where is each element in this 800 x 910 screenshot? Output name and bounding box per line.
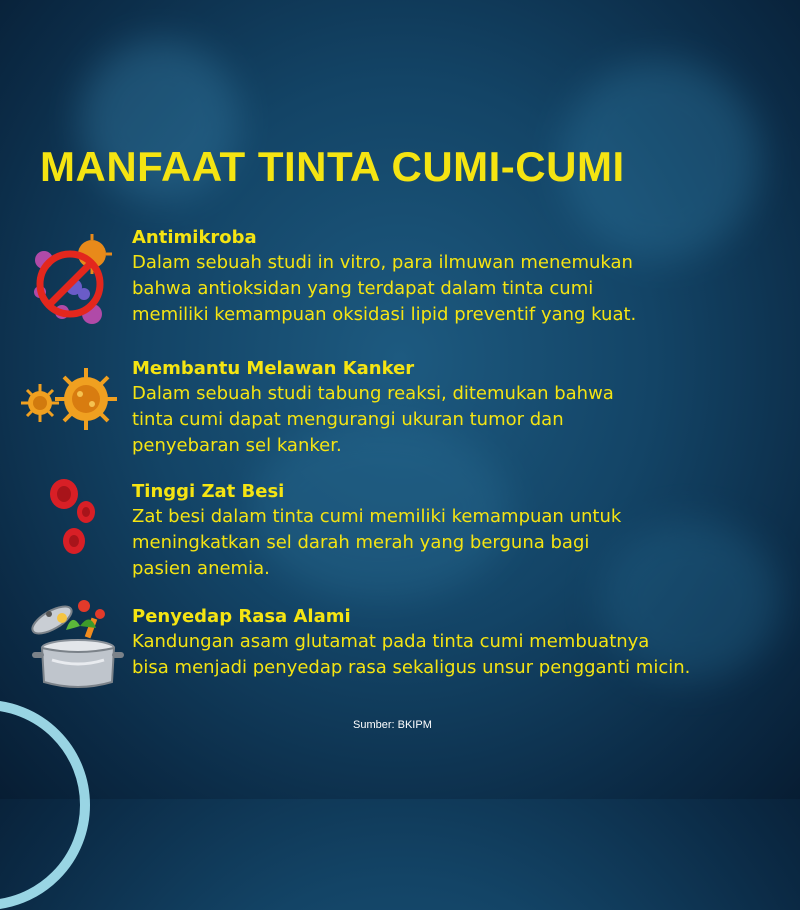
page-title: MANFAAT TINTA CUMI-CUMI [40,143,625,190]
benefit-item-zat-besi [132,480,772,582]
benefit-item-penyedap-rasa [132,605,772,681]
benefit-title: Antimikroba [132,227,257,248]
benefit-title: Tinggi Zat Besi [132,481,285,502]
description-line: memiliki kemampuan oksidasi lipid preventif yang kuat. [132,304,637,325]
benefit-title: Penyedap Rasa Alami [132,606,351,627]
description-line: Kandungan asam glutamat pada tinta cumi membuatnya [132,631,650,652]
description-line: penyebaran sel kanker. [132,435,342,456]
description-line: Zat besi dalam tinta cumi memiliki kemampuan untuk [132,506,622,527]
description-line: meningkatkan sel darah merah yang berguna bagi [132,532,590,553]
description-line: Dalam sebuah studi in vitro, para ilmuwan menemukan [132,252,633,273]
benefit-description [132,381,772,459]
decorative-ring [0,700,90,910]
benefit-description [132,250,772,328]
red-blood-cell-icon [44,478,100,558]
description-line: tinta cumi dapat mengurangi ukuran tumor dan [132,409,564,430]
description-line: bisa menjadi penyedap rasa sekaligus unsur pengganti micin. [132,657,691,678]
description-line: pasien anemia. [132,558,270,579]
source-credit: Sumber: BKIPM [353,719,432,731]
benefit-item-melawan-kanker [132,357,772,459]
benefit-description [132,504,772,582]
description-line: bahwa antioksidan yang terdapat dalam tinta cumi [132,278,594,299]
benefit-item-antimikroba [132,226,772,328]
cancer-cell-icon [18,366,130,432]
no-microbe-icon [22,232,118,332]
description-line: Dalam sebuah studi tabung reaksi, ditemukan bahwa [132,383,614,404]
benefit-description [132,629,772,681]
benefit-title: Membantu Melawan Kanker [132,358,415,379]
cooking-pot-icon [22,590,126,694]
